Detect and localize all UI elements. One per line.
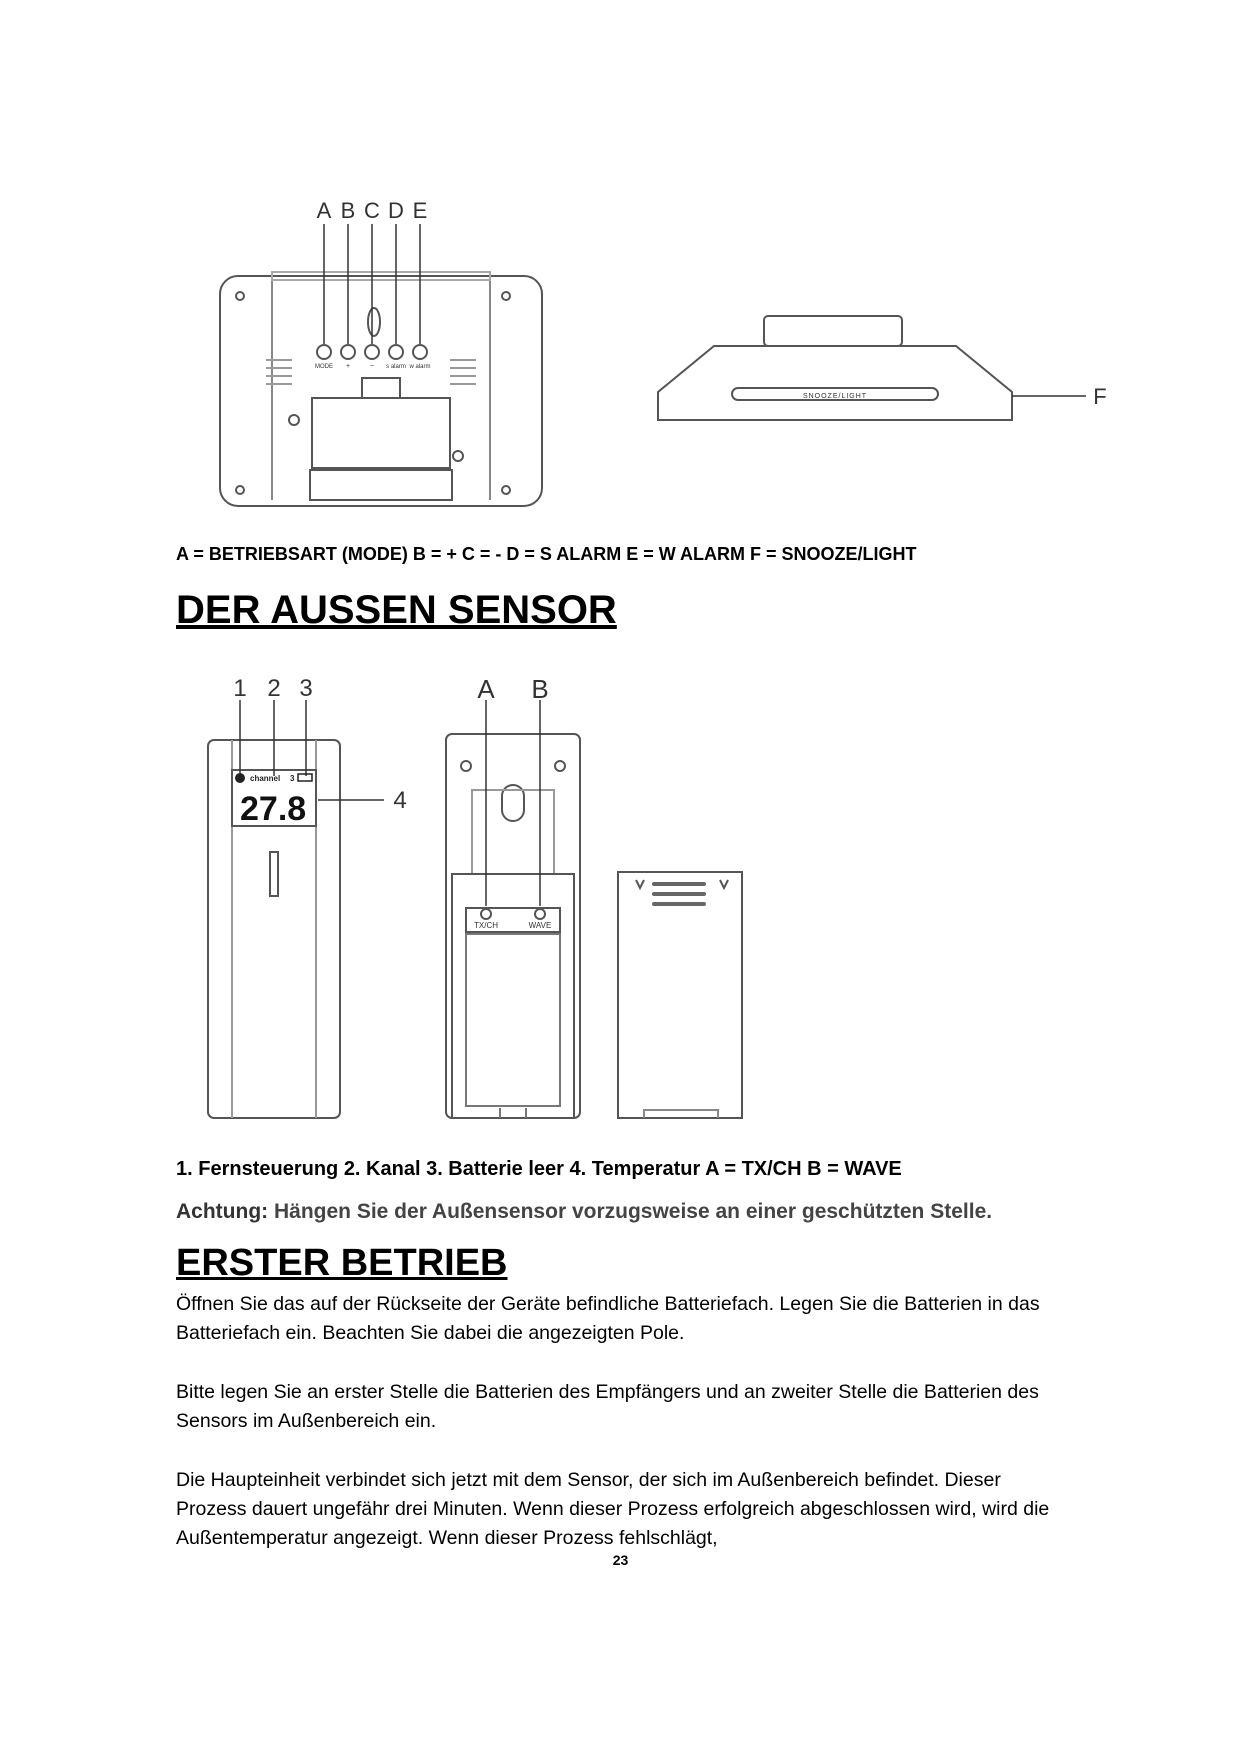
tx-ch-label: TX/CH — [474, 921, 498, 930]
sensor-diagram — [0, 660, 1241, 1140]
callout-back-b: B — [531, 674, 549, 704]
warning-note — [176, 1200, 992, 1224]
callout-f: F — [1093, 384, 1107, 409]
warning-text: Hängen Sie der Außensensor vorzugsweise an einer geschützten Stelle. — [268, 1200, 993, 1223]
paragraph-3: Die Haupteinheit verbindet sich jetzt mit dem Sensor, der sich im Außenbereich befindet. Dieser Prozess dauert ungefähr drei Minuten. Wenn dieser Prozess erfolgreich abgeschlossen wird, wird die Außentemperatur angezeigt. Wenn dieser Prozess fehlschlägt, — [176, 1469, 1050, 1549]
callout-back-a: A — [477, 674, 495, 704]
main-unit-side-view — [658, 346, 1012, 420]
tx-ch-button-icon — [481, 909, 491, 919]
main-unit-battery-compartment — [312, 398, 450, 468]
minus-button-icon — [365, 345, 379, 359]
w-alarm-button-icon — [413, 345, 427, 359]
paragraph-2: Bitte legen Sie an erster Stelle die Batterien des Empfängers und an zweiter Stelle die Batterien des Sensors im Außenbereich ein. — [176, 1381, 1039, 1432]
s-alarm-button-icon — [389, 345, 403, 359]
hanger-hole-icon — [368, 308, 380, 336]
main-unit-diagram — [0, 0, 1241, 540]
page-number: 23 — [612, 1552, 629, 1568]
callout-3: 3 — [299, 675, 313, 702]
callout-2: 2 — [267, 675, 281, 702]
heading-first-operation: ERSTER BETRIEB — [176, 1242, 508, 1284]
callout-4: 4 — [393, 787, 407, 814]
mode-button-icon — [317, 345, 331, 359]
main-unit-back-body — [220, 276, 542, 506]
battery-low-icon — [298, 774, 312, 781]
button-label-plus: + — [345, 363, 351, 370]
remote-signal-icon — [235, 773, 245, 783]
snooze-light-label: SNOOZE/LIGHT — [802, 393, 868, 400]
sensor-legend: 1. Fernsteuerung 2. Kanal 3. Batterie leer 4. Temperatur A = TX/CH B = WAVE — [176, 1158, 902, 1180]
callout-c: C — [364, 198, 380, 223]
plus-button-icon — [341, 345, 355, 359]
paragraph-1: Öffnen Sie das auf der Rückseite der Geräte befindliche Batteriefach. Legen Sie die Batterien in das Batteriefach ein. Beachten Sie dabei die angezeigten Pole. — [176, 1293, 1040, 1344]
button-label-s-alarm: s alarm — [386, 364, 406, 370]
callout-d: D — [388, 198, 404, 223]
button-label-mode: MODE — [315, 364, 333, 370]
sensor-battery-compartment — [452, 874, 574, 1118]
button-legend: A = BETRIEBSART (MODE) B = + C = - D = S ALARM E = W ALARM F = SNOOZE/LIGHT — [176, 544, 917, 564]
button-label-minus: − — [369, 363, 375, 370]
warning-label: Achtung: — [176, 1200, 269, 1223]
wave-label: WAVE — [528, 921, 552, 930]
lcd-channel-number: 3 — [290, 774, 295, 783]
callout-a: A — [316, 198, 332, 223]
callout-e: E — [412, 198, 428, 223]
button-label-w-alarm: w alarm — [409, 364, 431, 370]
callout-1: 1 — [233, 675, 247, 702]
lcd-temperature: 27.8 — [240, 790, 307, 828]
wave-button-icon — [535, 909, 545, 919]
lcd-channel-label: channel — [250, 774, 281, 783]
battery-cover — [618, 872, 742, 1118]
callout-b: B — [340, 198, 356, 223]
heading-outdoor-sensor: DER AUSSEN SENSOR — [176, 588, 617, 632]
